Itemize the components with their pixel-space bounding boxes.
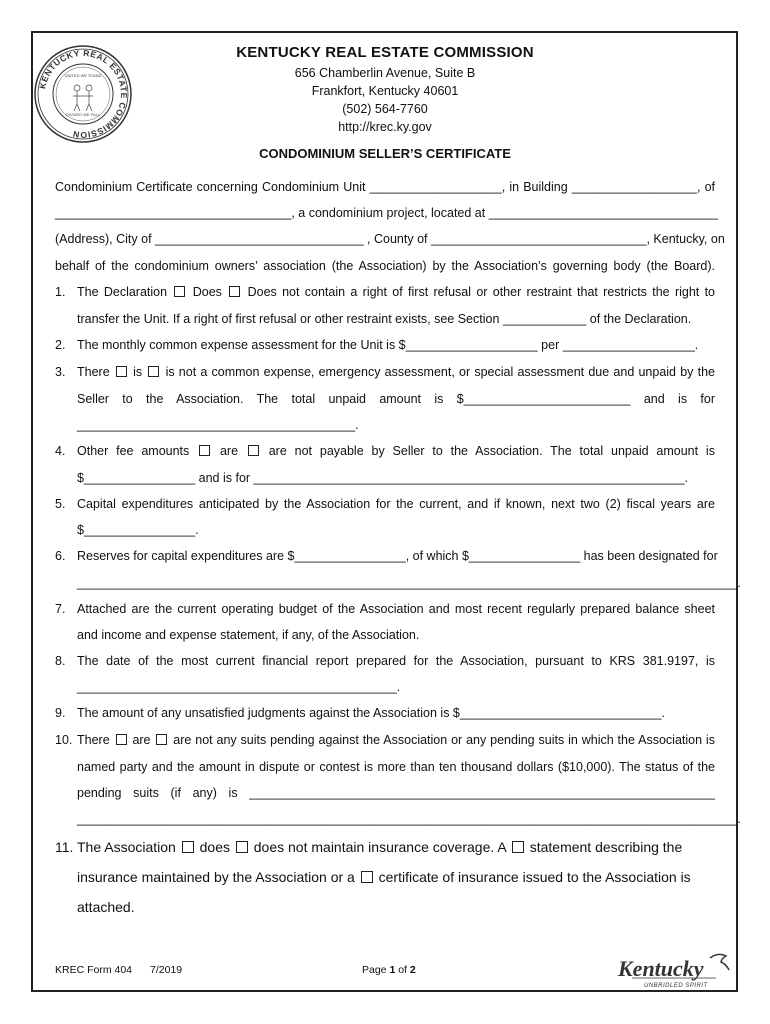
suits-are-not-checkbox[interactable] (156, 734, 167, 745)
item-5-line-1: Capital expenditures anticipated by the Association for the current, and if known, next two (2) fiscal years are (77, 497, 715, 511)
svg-text:UNBRIDLED SPIRIT: UNBRIDLED SPIRIT (644, 983, 708, 989)
fees-are-not-checkbox[interactable] (248, 445, 259, 456)
item-4-number: 4. (55, 444, 66, 458)
item-8-number: 8. (55, 654, 66, 668)
website-link[interactable]: http://krec.ky.gov (338, 120, 432, 134)
item-4-line-2[interactable]: $________________ and is for ______________________________________________________________. (77, 471, 689, 485)
address-line-1: 656 Chamberlin Avenue, Suite B (294, 66, 476, 80)
insurance-does-not-checkbox[interactable] (236, 841, 248, 853)
svg-text:KENTUCKY REAL ESTATE COMMISSIO: KENTUCKY REAL ESTATE COMMISSION (37, 47, 130, 141)
item-1-number: 1. (55, 285, 66, 299)
form-date: 7/2019 (150, 964, 183, 976)
item-2-line[interactable]: The monthly common expense assessment for the Unit is $___________________ per ___________________. (77, 338, 699, 352)
item-11-line-1: The Association does does not maintain insurance coverage. A statement describing the (77, 839, 683, 855)
intro-line-2[interactable]: __________________________________, a condominium project, located at _________________________________ (55, 206, 719, 220)
item-3-line-2[interactable]: Seller to the Association. The total unpaid amount is $________________________ and is for (77, 392, 715, 406)
item-6-line-2[interactable]: _______________________________________________________________________________________________. (77, 576, 741, 590)
intro-line-3[interactable]: (Address), City of ______________________________ , County of _______________________________, Kentucky, on (55, 232, 725, 246)
insurance-certificate-checkbox[interactable] (361, 871, 373, 883)
item-5-line-2[interactable]: $________________. (77, 523, 199, 537)
item-10-line-2: named party and the amount in dispute or contest is more than ten thousand dollars ($10,000). The status of the (77, 760, 715, 774)
item-6-line-1[interactable]: Reserves for capital expenditures are $________________, of which $________________ has been designated for (77, 549, 718, 563)
address-line-2: Frankfort, Kentucky 40601 (311, 84, 459, 98)
item-8-line-2[interactable]: ______________________________________________. (77, 680, 401, 694)
suits-are-checkbox[interactable] (116, 734, 127, 745)
svg-text:UNITED WE STAND: UNITED WE STAND (64, 73, 102, 78)
assessment-is-not-checkbox[interactable] (148, 366, 159, 377)
insurance-does-checkbox[interactable] (182, 841, 194, 853)
form-number: KREC Form 404 (55, 964, 133, 976)
item-11-line-3: attached. (77, 899, 135, 915)
declaration-does-not-checkbox[interactable] (229, 286, 240, 297)
item-7-line-2: and income and expense statement, if any, of the Association. (77, 628, 420, 642)
item-4-line-1: Other fee amounts are are not payable by Seller to the Association. The total unpaid amount is (77, 444, 715, 458)
item-8-line-1: The date of the most current financial report prepared for the Association, pursuant to KRS 381.9197, is (77, 654, 715, 668)
item-3-line-1: There is is not a common expense, emergency assessment, or special assessment due and unpaid by the (77, 365, 716, 379)
intro-line-1[interactable]: Condominium Certificate concerning Condominium Unit ___________________, in Building __________________, of (55, 180, 715, 194)
item-1-line-1: The Declaration Does Does not contain a right of first refusal or other restraint that restricts the right to (77, 285, 715, 299)
item-7-number: 7. (55, 602, 66, 616)
item-5-number: 5. (55, 497, 66, 511)
item-10-line-4[interactable]: _______________________________________________________________________________________________. (77, 812, 741, 826)
declaration-does-checkbox[interactable] (174, 286, 185, 297)
insurance-statement-checkbox[interactable] (512, 841, 524, 853)
item-10-line-1: There are are not any suits pending against the Association or any pending suits in which the Association is (77, 733, 715, 747)
agency-name: KENTUCKY REAL ESTATE COMMISSION (236, 44, 534, 61)
document-title: CONDOMINIUM SELLER’S CERTIFICATE (259, 146, 511, 161)
intro-line-4: behalf of the condominium owners’ association (the Association) by the Association’s governing body (the Board). (55, 259, 715, 273)
svg-text:DIVIDED WE FALL: DIVIDED WE FALL (65, 112, 101, 117)
item-10-line-3[interactable]: pending suits (if any) is ___________________________________________________________________ (77, 786, 715, 800)
item-11-line-2: insurance maintained by the Association or a certificate of insurance issued to the Association is (77, 869, 691, 885)
svg-text:Kentucky: Kentucky (618, 956, 704, 981)
item-1-line-2[interactable]: transfer the Unit. If a right of first refusal or other restraint exists, see Section ____________ of the Declaration. (77, 312, 692, 326)
fees-are-checkbox[interactable] (199, 445, 210, 456)
kentucky-logo (612, 950, 737, 992)
item-9-number: 9. (55, 706, 66, 720)
item-3-number: 3. (55, 365, 66, 379)
item-7-line-1: Attached are the current operating budget of the Association and most recent regularly prepared balance sheet (77, 602, 715, 616)
page-indicator: Page 1 of 2 (362, 964, 416, 976)
item-9-line[interactable]: The amount of any unsatisfied judgments against the Association is $_____________________________. (77, 706, 665, 720)
item-2-number: 2. (55, 338, 66, 352)
item-10-number: 10. (55, 733, 73, 747)
item-6-number: 6. (55, 549, 66, 563)
item-3-line-3[interactable]: ________________________________________. (77, 418, 359, 432)
item-11-number: 11. (55, 839, 74, 855)
phone-number: (502) 564-7760 (342, 102, 428, 116)
assessment-is-checkbox[interactable] (116, 366, 127, 377)
